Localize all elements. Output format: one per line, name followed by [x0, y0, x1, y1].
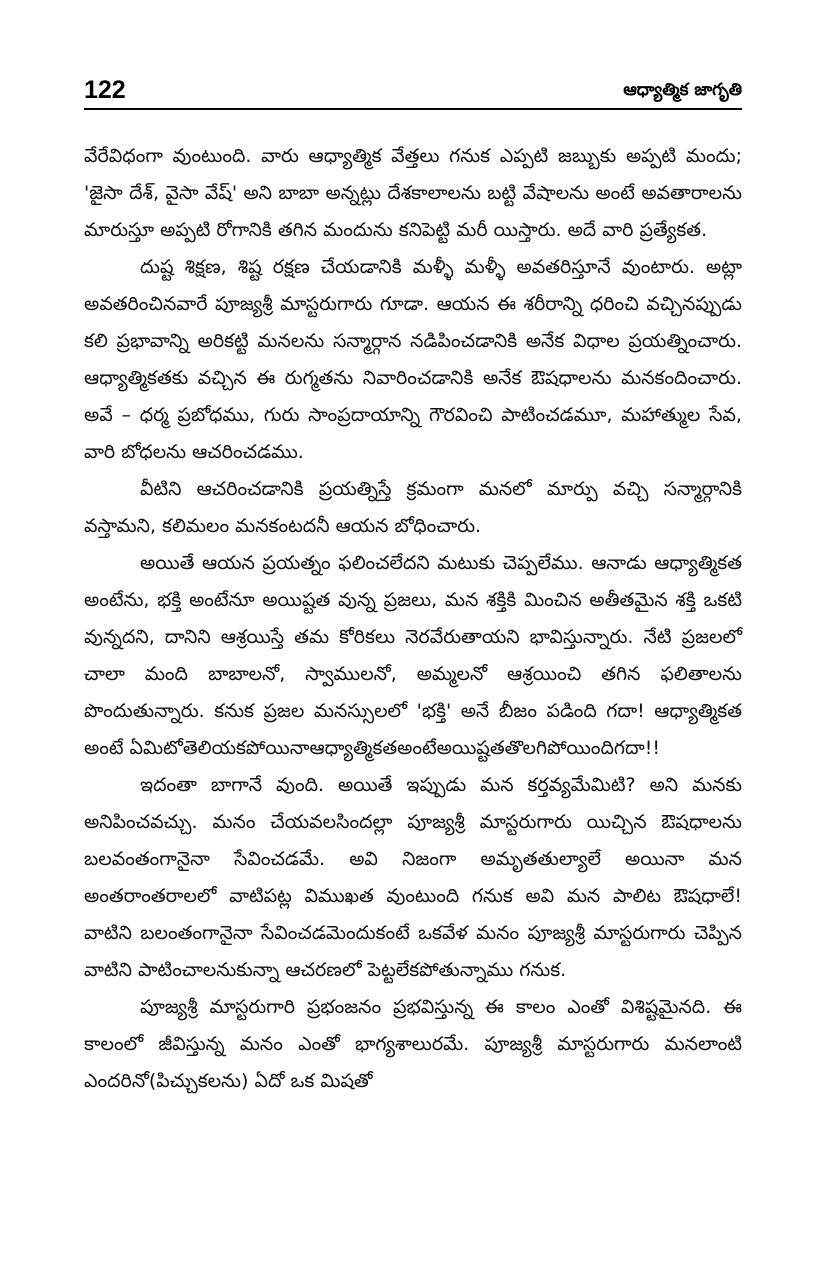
- page-header: [84, 72, 742, 108]
- page-number: 122: [84, 76, 126, 104]
- header-rule: [84, 108, 742, 110]
- paragraph-2: దుష్ట శిక్షణ, శిష్ట రక్షణ చేయడానికి మళ్ళీ మళ్ళీ అవతరిస్తూనే వుంటారు. అట్లా అవతరించినవారే పూజ్యశ్రీ మాస్టరుగారు గూడా. ఆయన ఈ శరీరాన్ని ధరించి వచ్చినప్పుడు కలి ప్రభావాన్ని అరికట్టి మనలను సన్మార్గాన నడిపించడానికి అనేక విధాల ప్రయత్నించారు. ఆధ్యాత్మికతకు వచ్చిన ఈ రుగ్మతను నివారించడానికి అనేక ఔషధాలను మనకందించారు. అవే – ధర్మ ప్రబోధము, గురు సాంప్రదాయాన్ని గౌరవించి పాటించడమూ, మహాత్ముల సేవ, వారి బోధలను ఆచరించడము.: [84, 256, 742, 463]
- book-page: [84, 72, 742, 1092]
- paragraph-1: వేరేవిధంగా వుంటుంది. వారు ఆధ్యాత్మిక వేత్తలు గనుక ఎప్పటి జబ్బుకు అప్పటి మందు; 'జైసా దేశ్, వైసా వేష్' అని బాబా అన్నట్లు దేశకాలాలను బట్టి వేషాలను అంటే అవతారాలను మారుస్తూ అప్పటి రోగానికి తగిన మందును కనిపెట్టి మరీ యిస్తారు. అదే వారి ప్రత్యేకత.: [84, 145, 742, 241]
- paragraph-5: ఇదంతా బాగానే వుంది. అయితే ఇప్పుడు మన కర్తవ్యమేమిటి? అని మనకు అనిపించవచ్చు. మనం చేయవలసిందల్లా పూజ్యశ్రీ మాస్టరుగారు యిచ్చిన ఔషధాలను బలవంతంగానైనా సేవించడమే. అవి నిజంగా అమృతతుల్యాలే అయినా మన అంతరాంతరాలలో వాటిపట్ల విముఖత వుంటుంది గనుక అవి మన పాలిట ఔషధాలే! వాటిని బలంతంగానైనా సేవించడమెందుకంటే ఒకవేళ మనం పూజ్యశ్రీ మాస్టరుగారు చెప్పిన వాటిని పాటించాలనుకున్నా ఆచరణలో పెట్టలేకపోతున్నాము గనుక.: [84, 774, 742, 981]
- paragraph-3: వీటిని ఆచరించడానికి ప్రయత్నిస్తే క్రమంగా మనలో మార్పు వచ్చి సన్మార్గానికి వస్తామని, కలిమలం మనకంటదనీ ఆయన బోధించారు.: [84, 478, 742, 537]
- paragraph-4: అయితే ఆయన ప్రయత్నం ఫలించలేదని మటుకు చెప్పలేము. ఆనాడు ఆధ్యాత్మికత అంటేను, భక్తి అంటేనూ అయిష్టత వున్న ప్రజలు, మన శక్తికి మించిన అతీతమైన శక్తి ఒకటి వున్నదని, దానిని ఆశ్రయిస్తే తమ కోరికలు నెరవేరుతాయని భావిస్తున్నారు. నేటి ప్రజలలో చాలా మంది బాబాలనో, స్వాములనో, అమ్మలనో ఆశ్రయించి తగిన ఫలితాలను పొందుతున్నారు. కనుక ప్రజల మనస్సులలో 'భక్తి' అనే బీజం పడింది గదా! ఆధ్యాత్మికత అంటే ఏమిటోతెలియకపోయినాఆధ్యాత్మికతఅంటేఅయిష్టతతొలగిపోయిందిగదా!!: [84, 552, 742, 759]
- running-title: ఆధ్యాత్మిక జాగృతి: [623, 80, 742, 100]
- paragraph-6: పూజ్యశ్రీ మాస్టరుగారి ప్రభంజనం ప్రభవిస్తున్న ఈ కాలం ఎంతో విశిష్టమైనది. ఈ కాలంలో జీవిస్తున్న మనం ఎంతో భాగ్యశాలురమే. పూజ్యశ్రీ మాస్టరుగారు మనలాంటి ఎందరినో(పిచ్చుకలను) ఏదో ఒక మిషతో: [84, 996, 742, 1092]
- body-text: [84, 138, 742, 1100]
